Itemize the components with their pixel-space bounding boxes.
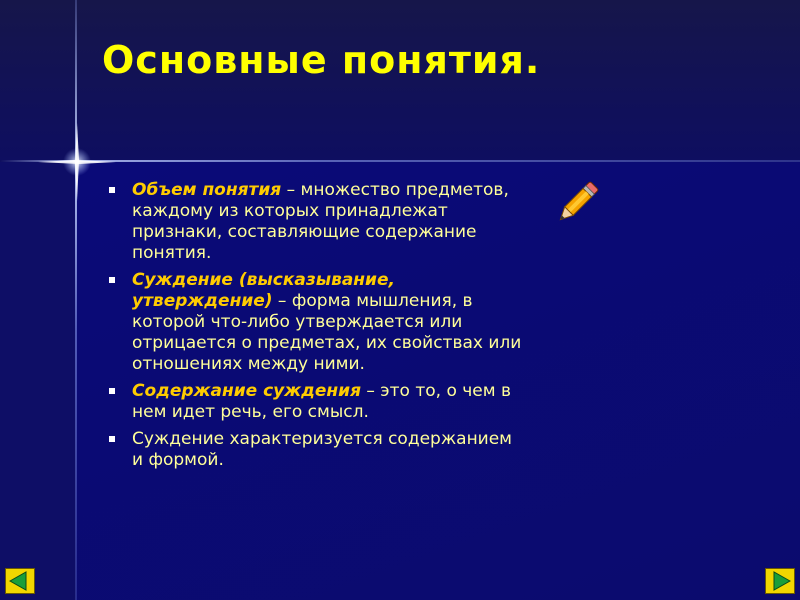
item-text: Суждение характеризуется содержанием и формой. — [132, 429, 513, 470]
item-term: Объем понятия — [132, 180, 282, 200]
list-item — [108, 381, 528, 423]
bullet-marker — [109, 187, 115, 193]
arrow-left-icon — [6, 569, 34, 593]
item-term: Суждение (высказывание, утверждение) — [132, 270, 395, 311]
item-term: Содержание суждения — [132, 381, 361, 401]
slide-title: Основные понятия. — [102, 38, 541, 82]
left-strip — [0, 162, 76, 600]
sparkle-icon — [38, 123, 116, 201]
arrow-right-icon — [766, 569, 794, 593]
bullet-marker — [109, 388, 115, 394]
bullet-list — [108, 180, 528, 477]
bullet-marker — [109, 436, 115, 442]
pencil-icon — [550, 178, 602, 230]
item-text: – множество предметов, каждому из которых принадлежат признаки, составляющие содержание понятия. — [132, 180, 509, 263]
prev-slide-button[interactable] — [5, 568, 35, 594]
list-item — [108, 270, 528, 375]
list-item — [108, 429, 528, 471]
horizontal-divider — [0, 160, 800, 162]
bullet-marker — [109, 277, 115, 283]
item-text: – это то, о чем в нем идет речь, его смысл. — [132, 381, 512, 422]
list-item — [108, 180, 528, 264]
item-text: – форма мышления, в которой что-либо утверждается или отрицается о предметах, их свойствах или отношениях между ними. — [132, 291, 522, 374]
vertical-divider — [75, 0, 77, 600]
next-slide-button[interactable] — [765, 568, 795, 594]
